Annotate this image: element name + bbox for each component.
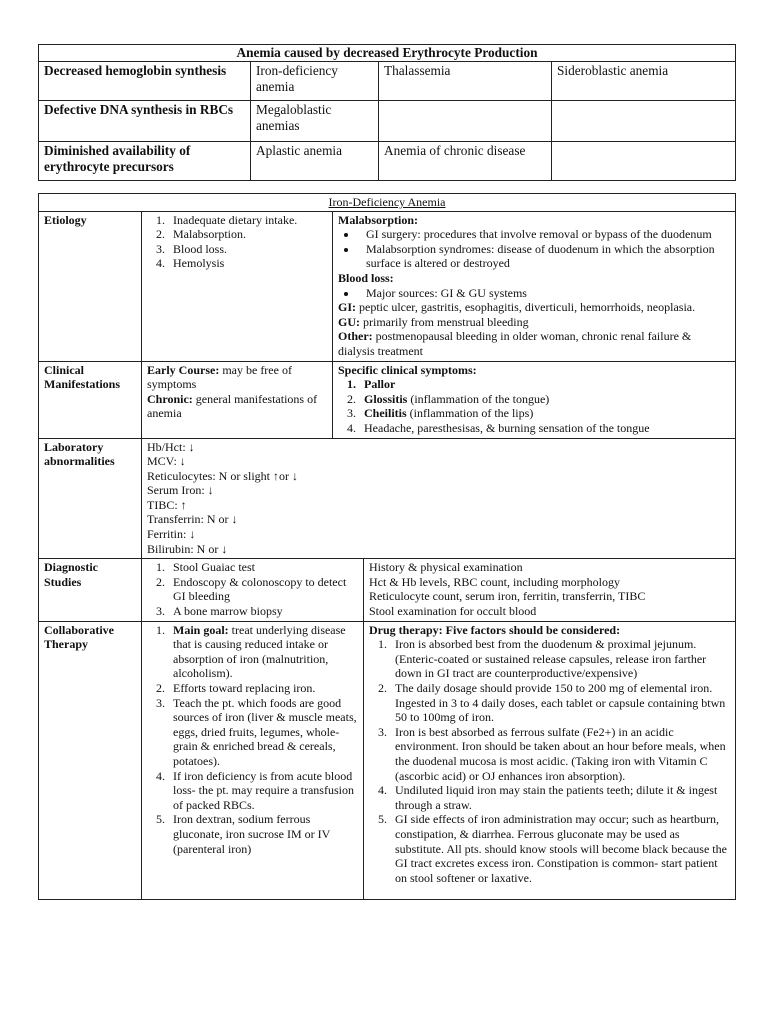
list-item: 1. Stool Guaiac test [168, 560, 358, 575]
list-item: 3. A bone marrow biopsy [168, 604, 358, 619]
diagnostic-list-cell [142, 559, 364, 621]
main-goal-text: treat underlying disease that is causing reduced intake or absorption of iron (malnutrition, alcoholism). [173, 622, 346, 681]
list-item: 4. Headache, paresthesisas, & burning sensation of the tongue [359, 421, 730, 436]
type-cell [552, 101, 736, 142]
list-item: 4. Hemolysis [168, 256, 327, 271]
etiology-row [39, 211, 736, 361]
list-item: 1. Iron is absorbed best from the duodenum & proximal jejunum. (Enteric-coated or sustained release capsules, release iron farther down in GI tract are counterproductive/expensive) [390, 637, 730, 681]
list-item: 2. Efforts toward replacing iron. [168, 681, 358, 696]
table2-title: Iron-Deficiency Anemia [39, 194, 736, 212]
other-label: Other: [338, 329, 373, 344]
drug-therapy-heading: Drug therapy: Five factors should be considered: [369, 622, 621, 637]
iron-deficiency-table [38, 193, 736, 900]
type-cell: Aplastic anemia [251, 142, 379, 181]
bloodloss-heading: Blood loss: [338, 270, 394, 285]
lab-value: TIBC: ↑ [147, 497, 187, 512]
table1-title: Anemia caused by decreased Erythrocyte Production [39, 45, 736, 62]
gu-label: GU: [338, 314, 360, 329]
type-cell: Thalassemia [379, 62, 552, 101]
early-course-text: may be free of symptoms [147, 362, 292, 392]
other-line [338, 329, 730, 358]
diagnostic-line: Reticulocyte count, serum iron, ferritin, transferrin, TIBC [369, 589, 646, 604]
diagnostic-line: Stool examination for occult blood [369, 604, 537, 619]
malabsorption-heading: Malabsorption: [338, 212, 419, 227]
list-item: 2. Endoscopy & colonoscopy to detect GI bleeding [168, 575, 358, 604]
symptom-name: Cheilitis [364, 406, 407, 421]
laboratory-row [39, 438, 736, 559]
type-cell: Sideroblastic anemia [552, 62, 736, 101]
list-item: 2. The daily dosage should provide 150 to 200 mg of elemental iron. Ingested in 3 to 4 daily doses, each tablet or capsule containing btwn 50 to 100mg of iron. [390, 681, 730, 725]
gi-label: GI: [338, 300, 356, 315]
list-item: 2. Malabsorption. [168, 227, 327, 242]
symptom-desc: (inflammation of the lips) [406, 406, 534, 421]
chronic-label: Chronic: [147, 391, 193, 406]
lab-value: Ferritin: ↓ [147, 527, 196, 542]
lab-value: Bilirubin: N or ↓ [147, 541, 228, 556]
etiology-detail-cell [333, 211, 736, 361]
list-item: 4. If iron deficiency is from acute blood loss- the pt. may require a transfusion of packed RBCs. [168, 769, 358, 813]
table-row [39, 62, 736, 101]
list-item: • Major sources: GI & GU systems [358, 286, 730, 301]
list-item [359, 392, 730, 407]
gi-line [338, 300, 730, 315]
cause-cell: Diminished availability of erythrocyte precursors [39, 142, 251, 181]
list-item: 3. Teach the pt. which foods are good sources of iron (liver & muscle meats, eggs, dried fruits, legumes, whole-grain & enriched bread & cereals, potatoes). [168, 696, 358, 769]
list-item: 1. Inadequate dietary intake. [168, 213, 327, 228]
early-course-line [147, 363, 327, 392]
other-text: postmenopausal bleeding in older woman, chronic renal failure & dialysis treatment [338, 329, 692, 358]
type-cell: Megaloblastic anemias [251, 101, 379, 142]
early-course-label: Early Course: [147, 362, 220, 377]
specific-symptoms-heading: Specific clinical symptoms: [338, 362, 477, 377]
diagnostic-detail-cell [364, 559, 736, 621]
table-row [39, 142, 736, 181]
chronic-text: general manifestations of anemia [147, 391, 318, 421]
specific-symptoms-cell [333, 361, 736, 438]
row-label: Diagnostic Studies [39, 559, 142, 621]
therapy-row [39, 621, 736, 900]
list-item: 4. Undiluted liquid iron may stain the patients teeth; dilute it & ingest through a straw. [390, 783, 730, 812]
lab-value: MCV: ↓ [147, 454, 186, 469]
etiology-list-cell [142, 211, 333, 361]
lab-value: Reticulocytes: N or slight ↑or ↓ [147, 468, 298, 483]
type-cell: Anemia of chronic disease [379, 142, 552, 181]
diagnostic-row [39, 559, 736, 621]
list-item: 1. Pallor [359, 377, 730, 392]
row-label: Laboratory abnormalities [39, 438, 142, 559]
diagnostic-line: History & physical examination [369, 560, 523, 575]
cause-cell: Decreased hemoglobin synthesis [39, 62, 251, 101]
main-goal-label: Main goal: [173, 622, 229, 637]
cause-cell: Defective DNA synthesis in RBCs [39, 101, 251, 142]
list-item: • GI surgery: procedures that involve removal or bypass of the duodenum [358, 227, 730, 242]
type-cell: Iron-deficiency anemia [251, 62, 379, 101]
gi-text: peptic ulcer, gastritis, esophagitis, diverticuli, hemorrhoids, neoplasia. [356, 300, 696, 315]
diagnostic-line: Hct & Hb levels, RBC count, including morphology [369, 574, 620, 589]
symptom-desc: (inflammation of the tongue) [407, 391, 550, 406]
row-label: Etiology [39, 211, 142, 361]
clinical-course-cell [142, 361, 333, 438]
row-label: Clinical Manifestations [39, 361, 142, 438]
type-cell [379, 101, 552, 142]
list-item: • Malabsorption syndromes: disease of duodenum in which the absorption surface is altered or destroyed [358, 242, 730, 271]
chronic-line [147, 392, 327, 421]
list-item: 5. GI side effects of iron administration may occur; such as heartburn, constipation, & diarrhea. Ferrous gluconate may be used as substitute. All pts. should know stools will become black because the GI tract excretes excess iron. Constipation is common- start patient on stool softener or laxative. [390, 812, 730, 885]
decreased-production-table [38, 44, 736, 181]
table-row [39, 101, 736, 142]
lab-value: Hb/Hct: ↓ [147, 439, 195, 454]
drug-therapy-cell [364, 621, 736, 900]
list-item [168, 623, 358, 681]
list-item: 5. Iron dextran, sodium ferrous gluconate, iron sucrose IM or IV (parenteral iron) [168, 812, 358, 856]
gu-text: primarily from menstrual bleeding [360, 314, 529, 329]
gu-line [338, 315, 730, 330]
lab-value: Serum Iron: ↓ [147, 483, 214, 498]
type-cell [552, 142, 736, 181]
list-item [359, 406, 730, 421]
therapy-list-cell [142, 621, 364, 900]
lab-values-cell [142, 438, 736, 559]
symptom-name: Glossitis [364, 391, 408, 406]
list-item: 3. Iron is best absorbed as ferrous sulfate (Fe2+) in an acidic environment. Iron should be taken about an hour before meals, when the duodenal mucosa is most acidic. (Taking iron with Vitamin C (ascorbic acid) or OJ enhances iron absorption). [390, 725, 730, 783]
clinical-row [39, 361, 736, 438]
lab-value: Transferrin: N or ↓ [147, 512, 238, 527]
row-label: Collaborative Therapy [39, 621, 142, 900]
list-item: 3. Blood loss. [168, 242, 327, 257]
